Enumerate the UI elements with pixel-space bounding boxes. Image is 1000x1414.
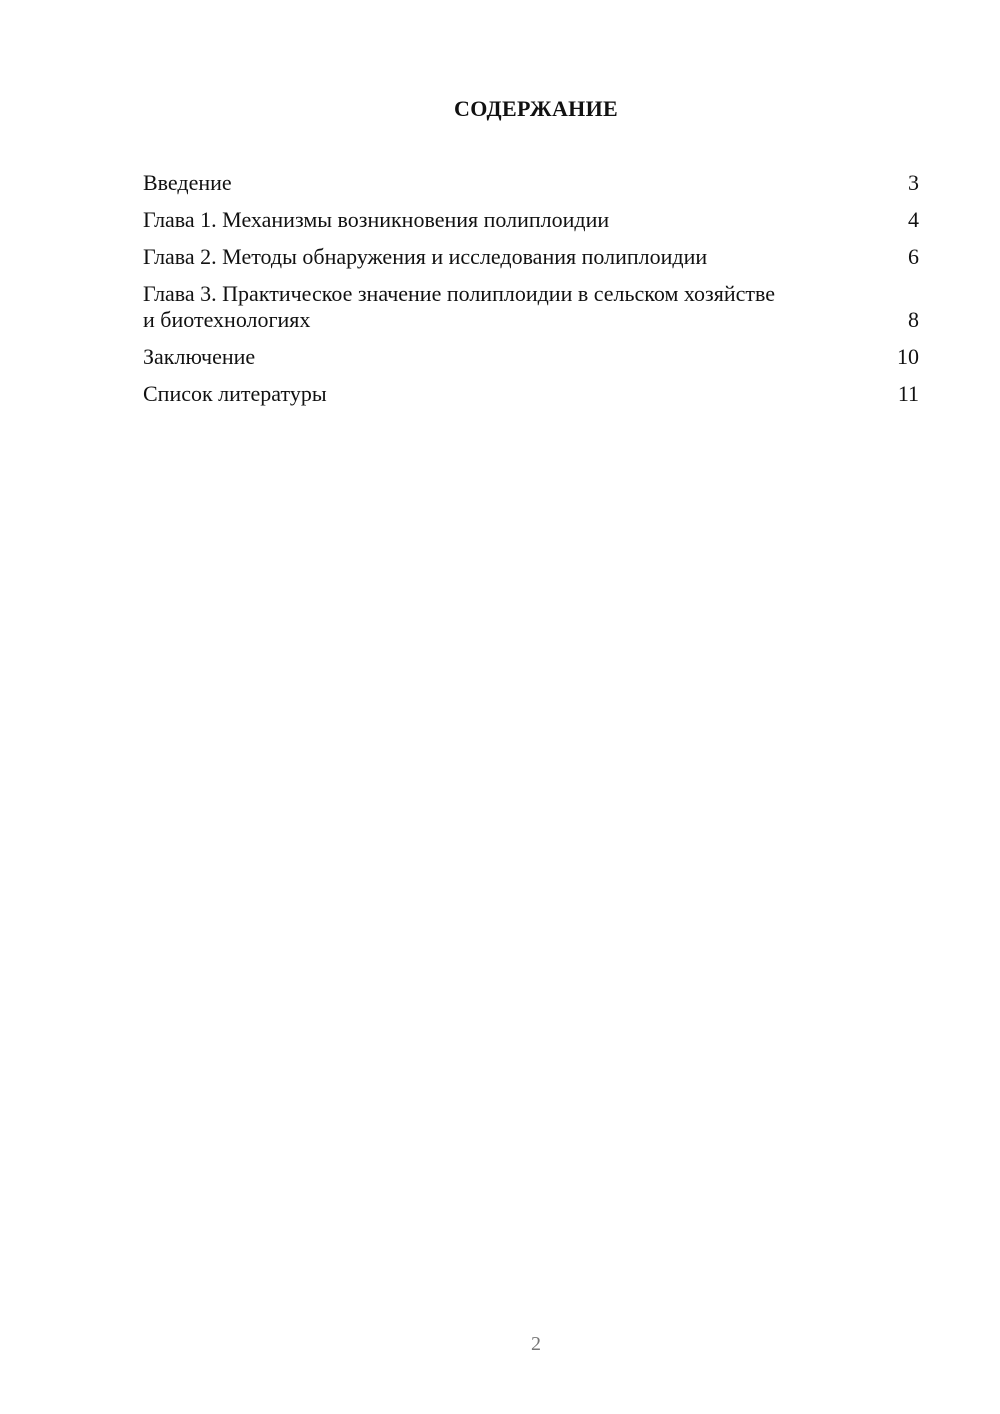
toc-entry-page: 3 [908,170,919,195]
toc-entry-title: Глава 3. Практическое значение полиплоидии в сельском хозяйстве и биотехнологиях [143,281,776,332]
toc-entry-page: 10 [897,344,919,369]
toc-entry-title: Заключение [143,344,256,369]
toc-entry-title: Введение [143,170,232,195]
toc-entry-page: 4 [908,207,919,232]
toc-entry [143,207,919,233]
toc-entry [143,281,919,333]
toc-entry-page: 6 [908,244,919,269]
toc-entry-title: Список литературы [143,381,327,406]
table-of-contents [143,170,919,418]
toc-entry-page: 8 [908,307,919,332]
page-number: 2 [531,1333,541,1355]
toc-entry [143,381,919,407]
toc-entry-page: 11 [897,381,919,406]
toc-entry [143,344,919,370]
toc-entry-title: Глава 2. Методы обнаружения и исследования полиплоидии [143,244,708,269]
toc-entry-title: Глава 1. Механизмы возникновения полиплоидии [143,207,610,232]
toc-entry [143,244,919,270]
toc-entry [143,170,919,196]
page-title: СОДЕРЖАНИЕ [454,96,618,121]
